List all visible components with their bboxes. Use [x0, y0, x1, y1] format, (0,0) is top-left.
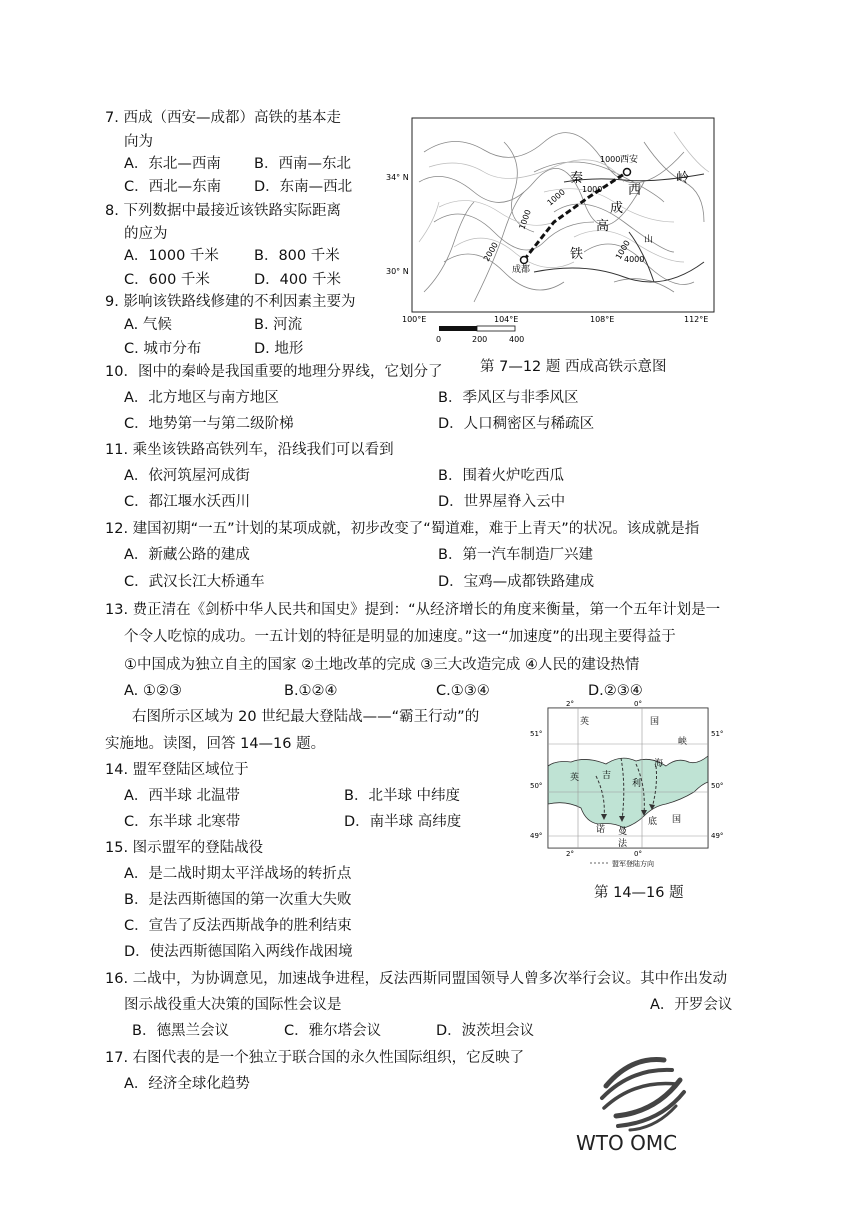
qinling-label-ling: 岭 — [676, 171, 690, 186]
q14-option-c: C．东半球 北寒带 — [124, 814, 241, 830]
q14-option-b: B．北半球 中纬度 — [344, 788, 461, 804]
lat-34-label: 34° N — [386, 173, 409, 182]
scale-200: 200 — [472, 335, 488, 344]
q13-option-d: D.②③④ — [588, 683, 643, 699]
q17-option-a: A．经济全球化趋势 — [124, 1076, 250, 1092]
q16-stem-line1: 16. 二战中，为协调意见，加速战争进程，反法西斯同盟国领导人曾多次举行会议。其中作出发动 — [105, 971, 728, 987]
q9-option-b: B. 河流 — [254, 317, 303, 333]
lon-104-label: 104°E — [494, 315, 519, 324]
q8-stem-line2: 的应为 — [124, 226, 168, 242]
q8-option-a: A．1000 千米 — [124, 248, 219, 264]
label-ji: 吉 — [602, 771, 612, 781]
label-ying: 英 — [580, 717, 590, 727]
label-nuo: 诺 — [596, 825, 606, 835]
q7-stem-line1: 7. 西成（西安—成都）高铁的基本走 — [105, 110, 341, 126]
lon-100-label: 100°E — [402, 315, 427, 324]
scale-400: 400 — [509, 335, 525, 344]
q8-option-d: D．400 千米 — [254, 272, 341, 288]
q12-stem: 12. 建国初期“一五”计划的某项成就，初步改变了“蜀道难，难于上青天”的状况。该成就是指 — [105, 521, 700, 537]
lat-49-right: 49° — [711, 832, 724, 840]
wto-logo — [576, 1046, 710, 1156]
shan-label: 山 — [644, 235, 654, 245]
lon-0-bottom: 0° — [634, 850, 642, 858]
q13-stem-line2: 个令人吃惊的成功。一五计划的特征是明显的加速度。”这一“加速度”的出现主要得益于 — [124, 629, 676, 645]
lon-2w-bottom: 2° — [566, 850, 574, 858]
q15-stem: 15. 图示盟军的登陆战役 — [105, 840, 264, 856]
q11-option-b: B．围着火炉吃西瓜 — [438, 468, 564, 484]
q16-option-d: D．波茨坦会议 — [436, 1023, 535, 1039]
lon-0-top: 0° — [634, 700, 642, 708]
q8-stem-line1: 8. 下列数据中最接近该铁路实际距离 — [105, 203, 341, 219]
q7-option-c: C．西北—东南 — [124, 179, 222, 195]
q7-option-b: B．西南—东北 — [254, 156, 351, 172]
q13-option-a: A. ①②③ — [124, 683, 182, 699]
scale-bar-white — [477, 326, 515, 331]
q15-option-c: C．宣告了反法西斯战争的胜利结束 — [124, 918, 352, 934]
label-hai: 海 — [654, 759, 664, 769]
q11-option-d: D．世界屋脊入云中 — [438, 494, 566, 510]
q14-option-a: A．西半球 北温带 — [124, 788, 241, 804]
lat-30-label: 30° N — [386, 267, 409, 276]
contour-label: 1000 — [582, 185, 603, 194]
lon-108-label: 108°E — [590, 315, 615, 324]
lon-112-label: 112°E — [684, 315, 709, 324]
contour-label: 2000 — [481, 240, 500, 263]
q10-option-a: A．北方地区与南方地区 — [124, 390, 279, 406]
lat-49-left: 49° — [530, 832, 543, 840]
q9-option-c: C. 城市分布 — [124, 341, 202, 357]
q10-stem: 10．图中的秦岭是我国重要的地理分界线，它划分了 — [105, 364, 443, 380]
q8-option-b: B．800 千米 — [254, 248, 340, 264]
lat-51-left: 51° — [530, 730, 543, 738]
contour-label: 1000 — [600, 155, 621, 164]
q11-stem: 11. 乘坐该铁路高铁列车，沿线我们可以看到 — [105, 442, 394, 458]
q15-option-a: A．是二战时期太平洋战场的转折点 — [124, 866, 352, 882]
q10-option-b: B．季风区与非季风区 — [438, 390, 579, 406]
q9-option-d: D. 地形 — [254, 341, 304, 357]
label-guo: 国 — [650, 717, 660, 727]
legend-text: 盟军登陆方向 — [612, 860, 654, 868]
xicheng-railway-map — [384, 112, 719, 347]
rail-label-cheng: 成 — [610, 201, 624, 216]
label-li: 利 — [632, 779, 642, 789]
contour-label: 1000 — [545, 187, 567, 208]
q13-items: ①中国成为独立自主的国家 ②土地改革的完成 ③三大改造完成 ④人民的建设热情 — [124, 657, 640, 673]
lat-51-right: 51° — [711, 730, 724, 738]
chengdu-label: 成都 — [512, 265, 531, 275]
q12-option-c: C．武汉长江大桥通车 — [124, 574, 265, 590]
contour-label: 1000 — [517, 208, 533, 231]
q13-option-c: C.①③④ — [436, 683, 490, 699]
map2-caption: 第 14—16 题 — [594, 885, 684, 901]
intro-line1: 右图所示区域为 20 世纪最大登陆战——“霸王行动”的 — [132, 709, 480, 725]
q16-option-b: B．德黑兰会议 — [132, 1023, 229, 1039]
q8-option-c: C．600 千米 — [124, 272, 210, 288]
xian-label: 西安 — [620, 155, 639, 165]
q11-option-a: A．依河筑屋河成街 — [124, 468, 250, 484]
lon-2w-top: 2° — [566, 700, 574, 708]
q12-option-b: B．第一汽车制造厂兴建 — [438, 547, 593, 563]
q10-option-c: C．地势第一与第二级阶梯 — [124, 416, 294, 432]
rail-label-xi: 西 — [628, 183, 642, 198]
label-ying2: 英 — [570, 773, 580, 783]
rail-label-gao: 高 — [596, 219, 610, 234]
intro-line2: 实施地。读图，回答 14—16 题。 — [105, 736, 326, 752]
q10-option-d: D．人口稠密区与稀疏区 — [438, 416, 595, 432]
qinling-label-qin: 秦 — [570, 171, 584, 186]
lat-50-right: 50° — [711, 782, 724, 790]
q15-option-b: B．是法西斯德国的第一次重大失败 — [124, 892, 352, 908]
contour-label: 1000 — [613, 238, 632, 261]
label-di: 底 — [648, 817, 658, 827]
q7-option-d: D．东南—西北 — [254, 179, 353, 195]
q7-stem-line2: 向为 — [124, 134, 153, 150]
q16-stem-line2: 图示战役重大决策的国际性会议是 — [124, 997, 342, 1013]
q14-option-d: D．南半球 高纬度 — [344, 814, 462, 830]
q12-option-d: D．宝鸡—成都铁路建成 — [438, 574, 595, 590]
label-man: 曼 — [618, 827, 628, 837]
q13-stem-line1: 13. 费正清在《剑桥中华人民共和国史》提到：“从经济增长的角度来衡量，第一个五年计划是一 — [105, 602, 721, 618]
map1-caption: 第 7—12 题 西成高铁示意图 — [480, 359, 667, 375]
q12-option-a: A．新藏公路的建成 — [124, 547, 250, 563]
label-guo2: 国 — [672, 815, 682, 825]
wto-logo-text: WTO OMC — [576, 1131, 678, 1155]
rail-label-tie: 铁 — [570, 247, 584, 262]
contour-label-4000: 4000 — [624, 255, 645, 264]
scale-0: 0 — [436, 335, 442, 344]
scale-bar-black — [439, 326, 477, 331]
overlord-map — [526, 696, 726, 868]
q16-option-a: A．开罗会议 — [650, 997, 733, 1013]
label-xia: 峡 — [678, 737, 688, 747]
q11-option-c: C．都江堰水沃西川 — [124, 494, 251, 510]
q9-option-a: A. 气候 — [124, 317, 172, 333]
q14-stem: 14. 盟军登陆区域位于 — [105, 762, 249, 778]
q15-option-d: D．使法西斯德国陷入两线作战困境 — [124, 944, 353, 960]
q9-stem: 9. 影响该铁路线修建的不利因素主要为 — [105, 294, 356, 310]
label-fa: 法 — [618, 839, 628, 849]
q13-option-b: B.①②④ — [284, 683, 338, 699]
q17-stem: 17. 右图代表的是一个独立于联合国的永久性国际组织，它反映了 — [105, 1050, 525, 1066]
q16-option-c: C．雅尔塔会议 — [284, 1023, 382, 1039]
q7-option-a: A．东北—西南 — [124, 156, 221, 172]
lat-50-left: 50° — [530, 782, 543, 790]
